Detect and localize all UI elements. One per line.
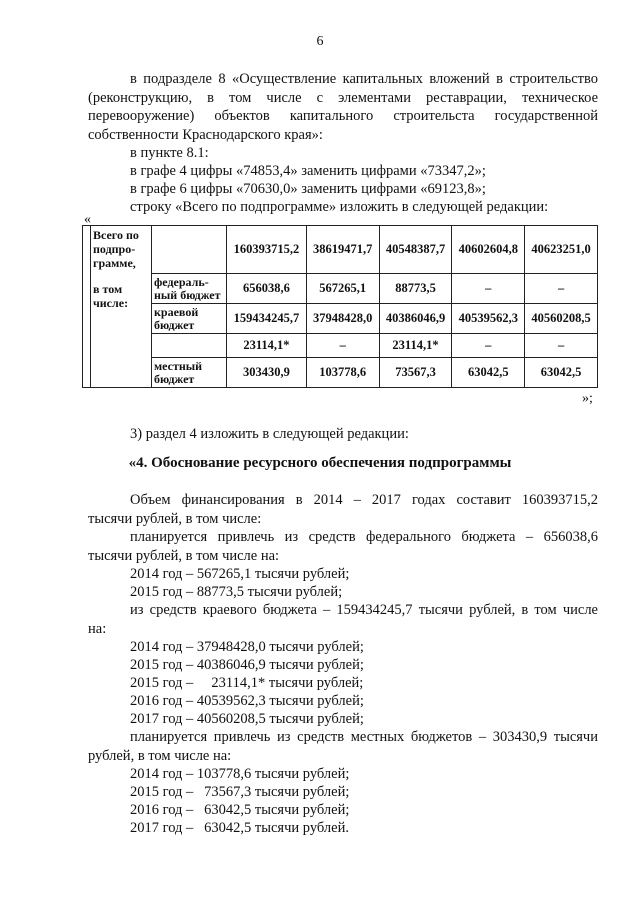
intro-paragraph [88,70,598,144]
table-cell: 40560208,5 [525,304,598,334]
table-sub-label: федераль-ный бюджет [152,274,227,304]
body-line: тысячи рублей, в том числе: [88,510,262,527]
table-cell: 63042,5 [525,358,598,388]
item-line: строку «Всего по подпрограмме» изложить в следующей редакции: [130,199,549,215]
table-sub-label: краевой бюджет [152,304,227,334]
body-line: планируется привлечь из средств федерального бюджета – 656038,6 [130,529,598,545]
table-row [83,304,598,334]
table-sub-label: местный бюджет [152,358,227,388]
year-line: 2014 год – 37948428,0 тысячи рублей; [130,639,364,655]
body-line: Объем финансирования в 2014 – 2017 годах составит 160393715,2 [130,492,598,508]
year-line: 2016 год – 40539562,3 тысячи рублей; [130,693,364,709]
table-row [83,274,598,304]
table-cell: 160393715,2 [227,226,307,274]
body-paragraph [88,728,598,765]
table-cell: – [452,334,525,358]
table-cell: 88773,5 [379,274,452,304]
body-paragraph [88,491,598,565]
table-row-label [91,226,152,388]
table-sub-label [152,226,227,274]
table-cell: – [306,334,379,358]
table-open-quote: « [84,212,91,227]
item-line: в пункте 8.1: [130,145,209,161]
table-sub-label [152,334,227,358]
table-row [83,334,598,358]
table-cell: 40539562,3 [452,304,525,334]
table-cell: 303430,9 [227,358,307,388]
table-close-quote: »; [582,391,593,406]
year-line: 2015 год – 73567,3 тысячи рублей; [130,784,350,800]
item-line: в графе 6 цифры «70630,0» заменить цифрами «69123,8»; [130,181,486,197]
table-cell: 159434245,7 [227,304,307,334]
body-line: на: [88,620,107,637]
table-cell: 23114,1* [227,334,307,358]
intro-line: перевооружение) объектов капитального строительста государственной [88,108,598,124]
year-line: 2014 год – 103778,6 тысячи рублей; [130,766,350,782]
table-cell: 73567,3 [379,358,452,388]
table-cell: 656038,6 [227,274,307,304]
table-cell: 23114,1* [379,334,452,358]
year-line: 2017 год – 63042,5 тысячи рублей. [130,820,349,836]
item-line: в графе 4 цифры «74853,4» заменить цифрами «73347,2»; [130,163,486,179]
table-cell: 567265,1 [306,274,379,304]
table-cell: – [525,334,598,358]
year-line: 2015 год – 40386046,9 тысячи рублей; [130,657,364,673]
table-cell: 40623251,0 [525,226,598,274]
table-cell: 38619471,7 [306,226,379,274]
table-cell: – [525,274,598,304]
year-line: 2015 год – 88773,5 тысячи рублей; [130,584,343,600]
body-line: рублей, в том числе на: [88,747,232,764]
table-cell: – [452,274,525,304]
year-line: 2015 год – 23114,1* тысячи рублей; [130,675,364,691]
intro-line: (реконструкцию, в том числе с элементами реставрации, техническое [88,89,598,106]
label-total: Всего по подпро-грамме, [93,228,139,270]
label-including: в том числе: [93,282,129,310]
year-line: 2016 год – 63042,5 тысячи рублей; [130,802,350,818]
body-line: из средств краевого бюджета – 159434245,7 тысячи рублей, в том числе [130,602,598,618]
table-cell: 63042,5 [452,358,525,388]
table-row [83,358,598,388]
section-heading: «4. Обоснование ресурсного обеспечения подпрограммы [128,455,512,471]
intro-line: в подразделе 8 «Осуществление капитальных вложений в строительство [130,71,598,87]
year-line: 2014 год – 567265,1 тысячи рублей; [130,566,350,582]
budget-table [82,225,598,388]
table-cell: 103778,6 [306,358,379,388]
body-line: планируется привлечь из средств местных бюджетов – 303430,9 тысячи [130,729,598,745]
table-cell: 37948428,0 [306,304,379,334]
page-number: 6 [316,34,324,49]
table-cell: 40548387,7 [379,226,452,274]
table-gap-cell [83,226,91,388]
table-cell: 40386046,9 [379,304,452,334]
table-row [83,226,598,274]
body-line: тысячи рублей, в том числе на: [88,547,280,564]
intro-line: собственности Краснодарского края»: [88,126,323,143]
body-paragraph [88,601,598,638]
table-cell: 40602604,8 [452,226,525,274]
section-item: 3) раздел 4 изложить в следующей редакции: [130,426,409,442]
year-line: 2017 год – 40560208,5 тысячи рублей; [130,711,364,727]
